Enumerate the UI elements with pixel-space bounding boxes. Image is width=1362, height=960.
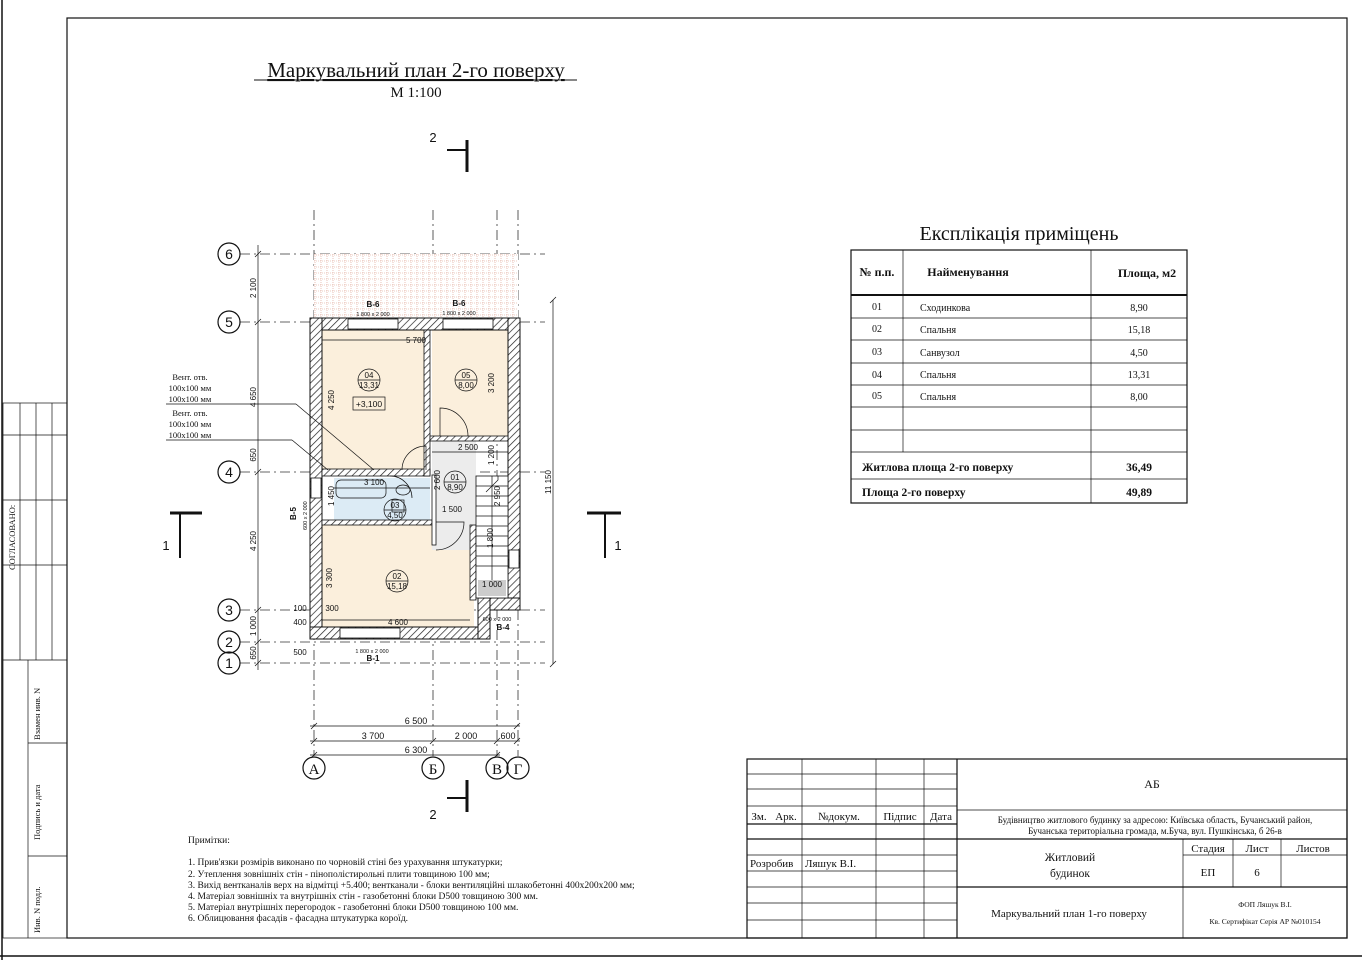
room-01-area: 8,90	[447, 483, 463, 492]
svg-text:100х100 мм: 100х100 мм	[168, 394, 212, 404]
svg-text:15,18: 15,18	[1127, 325, 1151, 336]
living-area-label: Житлова площа 2-го поверху	[862, 462, 1014, 474]
company-line-2: Кв. Сертифікат Серія АР №010154	[1209, 917, 1321, 926]
axis-B: Б	[428, 762, 438, 778]
object-line-1: Житловий	[1044, 852, 1096, 864]
room-05-num: 05	[461, 371, 471, 380]
svg-text:4 250: 4 250	[327, 389, 336, 411]
svg-text:1 800 х 2 000: 1 800 х 2 000	[356, 312, 390, 318]
total-area-value: 49,89	[1126, 487, 1152, 499]
svg-text:Санвузол: Санвузол	[920, 348, 960, 359]
svg-text:04: 04	[872, 370, 882, 381]
svg-text:1. Прив'язки розмірів виконано: 1. Прив'язки розмірів виконано по чорновій стіні без урахування штукатурки;	[188, 858, 503, 868]
svg-text:Спальня: Спальня	[920, 325, 957, 336]
svg-text:650: 650	[249, 646, 258, 660]
svg-text:1 000: 1 000	[249, 615, 258, 637]
drawing-name: Маркувальний план 1-го поверху	[991, 908, 1147, 920]
svg-text:1: 1	[162, 538, 170, 553]
svg-text:5 700: 5 700	[405, 336, 427, 345]
svg-text:2 500: 2 500	[457, 443, 479, 452]
svg-text:600: 600	[500, 731, 516, 741]
svg-text:1: 1	[614, 538, 622, 553]
terrace-area	[314, 254, 518, 320]
room-02-num: 02	[392, 572, 402, 581]
svg-text:100х100 мм: 100х100 мм	[168, 383, 212, 393]
level-mark: +3,100	[355, 399, 383, 409]
svg-text:2 950: 2 950	[493, 485, 502, 507]
svg-text:3 300: 3 300	[325, 567, 334, 589]
object-line-2: будинок	[1050, 868, 1090, 880]
svg-text:Підпис: Підпис	[883, 811, 917, 823]
svg-text:1 800: 1 800	[486, 527, 495, 549]
svg-text:4. Матеріал зовнішніх та внутр: 4. Матеріал зовнішніх та внутрішніх стін - газобетонні блоки D500 товщиною 300 мм.	[188, 892, 538, 902]
room-04-num: 04	[364, 371, 374, 380]
notes	[188, 836, 635, 924]
svg-text:Стадия: Стадия	[1191, 843, 1225, 855]
svg-text:3 700: 3 700	[361, 731, 385, 741]
agreed-stamp: СОГЛАСОВАНО:	[7, 504, 17, 570]
svg-text:300: 300	[325, 604, 339, 613]
explication-table	[851, 223, 1187, 503]
svg-text:Листов: Листов	[1296, 843, 1330, 855]
svg-text:1 000: 1 000	[481, 580, 503, 589]
svg-text:6 300: 6 300	[404, 745, 428, 755]
svg-text:11 150: 11 150	[544, 470, 553, 494]
room-04-area: 13,31	[358, 381, 380, 390]
svg-text:Сходинкова: Сходинкова	[920, 303, 971, 314]
svg-text:1 200: 1 200	[487, 444, 496, 466]
room-03-num: 03	[390, 501, 400, 510]
svg-text:1 450: 1 450	[327, 485, 336, 507]
sheet-title: Маркувальний план 2-го поверху	[267, 58, 565, 82]
svg-text:02: 02	[872, 324, 882, 335]
svg-text:6. Облицювання фасадів - фасад: 6. Облицювання фасадів - фасадна штукатурка короїд.	[188, 914, 409, 924]
room-02-area: 15,18	[386, 582, 408, 591]
axis-A: А	[308, 762, 320, 778]
svg-text:4 250: 4 250	[249, 530, 258, 552]
inv-orig-stamp: Инв. N подл.	[32, 886, 42, 933]
sheet-value: 6	[1254, 867, 1260, 879]
svg-text:2. Утеплення зовнішніх стін -: 2. Утеплення зовнішніх стін - пінополістирольні плити товщиною 100 мм;	[188, 870, 490, 880]
svg-text:400: 400	[293, 618, 307, 627]
svg-text:4,50: 4,50	[1130, 348, 1148, 359]
sheet-scale: М 1:100	[390, 85, 442, 101]
living-area-value: 36,49	[1126, 462, 1152, 474]
col-header-area: Площа, м2	[1117, 266, 1177, 280]
svg-text:В-1: В-1	[366, 654, 380, 663]
svg-text:В-6: В-6	[452, 299, 466, 308]
axis-1: 1	[225, 655, 233, 671]
svg-text:8,90: 8,90	[1130, 303, 1148, 314]
svg-text:5. Матеріал внутрішніх перего: 5. Матеріал внутрішніх перегородок - газобетонні блоки D500 товщиною 100 мм.	[188, 903, 519, 913]
svg-text:4 650: 4 650	[249, 386, 258, 408]
project-code: АБ	[1144, 777, 1160, 791]
svg-text:2: 2	[429, 130, 437, 145]
svg-text:В-6: В-6	[366, 300, 380, 309]
side-stamp	[3, 403, 67, 938]
project-line-1: Будівництво житлового будинку за адресою: Київська область, Бучанський район,	[997, 815, 1313, 825]
svg-text:В-4: В-4	[496, 623, 510, 632]
stage-value: ЕП	[1200, 867, 1216, 879]
svg-text:6 500: 6 500	[404, 716, 428, 726]
svg-text:1 800 х 2 000: 1 800 х 2 000	[355, 649, 389, 655]
replace-inv-stamp: Взамен инв. N	[32, 687, 42, 740]
notes-title: Примітки:	[188, 836, 230, 846]
svg-text:500: 500	[293, 648, 307, 657]
svg-text:Спальня: Спальня	[920, 392, 957, 403]
svg-text:05: 05	[872, 391, 882, 402]
col-axis-markers	[303, 757, 529, 779]
svg-text:2 600: 2 600	[433, 469, 442, 491]
axis-2: 2	[225, 634, 233, 650]
developed-name: Ляшук В.І.	[805, 858, 857, 870]
svg-text:2: 2	[429, 807, 437, 822]
svg-text:100х100 мм: 100х100 мм	[168, 419, 212, 429]
room-03-area: 4,50	[387, 511, 403, 520]
svg-text:650: 650	[249, 448, 258, 462]
svg-text:600 х 2 000: 600 х 2 000	[303, 501, 309, 530]
axis-4: 4	[225, 464, 233, 480]
svg-text:3 200: 3 200	[487, 372, 496, 394]
svg-text:Спальня: Спальня	[920, 370, 957, 381]
room-01-num: 01	[450, 473, 460, 482]
project-line-2: Бучанська територіальна громада, м.Буча, вул. Пушкінська, б 26-в	[1028, 826, 1282, 836]
svg-text:Лист: Лист	[1245, 843, 1269, 855]
svg-text:2 000: 2 000	[454, 731, 478, 741]
svg-text:№докум.: №докум.	[818, 811, 860, 823]
row-axis-markers	[218, 243, 240, 674]
sign-date-stamp: Подпись и дата	[32, 784, 42, 840]
explication-title: Експлікація приміщень	[919, 223, 1119, 245]
title-block	[747, 759, 1347, 938]
col-header-num: № п.п.	[859, 265, 895, 279]
svg-text:Дата: Дата	[930, 811, 952, 823]
svg-text:8,00: 8,00	[1130, 392, 1148, 403]
svg-text:600 х 2 000: 600 х 2 000	[482, 617, 512, 623]
axis-5: 5	[225, 314, 233, 330]
section-mark-2-top	[429, 130, 467, 172]
axis-V: В	[491, 762, 503, 778]
developed-label: Розробив	[750, 858, 794, 870]
svg-text:13,31: 13,31	[1127, 370, 1151, 381]
section-mark-1-left	[162, 513, 202, 558]
axis-6: 6	[225, 246, 233, 262]
svg-text:Вент. отв.: Вент. отв.	[172, 408, 208, 418]
section-mark-1-right	[587, 513, 622, 558]
room-05-area: 8,00	[458, 381, 474, 390]
svg-text:2 100: 2 100	[249, 277, 258, 299]
company-line-1: ФОП Ляшук В.І.	[1238, 900, 1292, 909]
svg-text:1 800 х 2 000: 1 800 х 2 000	[442, 311, 476, 317]
section-mark-2-bottom	[429, 780, 467, 822]
svg-text:1 500: 1 500	[441, 505, 463, 514]
col-header-name: Найменування	[927, 265, 1009, 279]
svg-text:01: 01	[872, 302, 882, 313]
axis-G: Г	[513, 762, 523, 778]
svg-text:Арк.: Арк.	[775, 811, 797, 823]
axis-3: 3	[225, 602, 233, 618]
total-area-label: Площа 2-го поверху	[862, 487, 966, 499]
svg-text:100: 100	[293, 604, 307, 613]
svg-text:3. Вихід вентканалів верх на в: 3. Вихід вентканалів верх на відмітці +5.400; вентканали - блоки вентиляційні шлакобетонні 400х200х200 мм;	[188, 881, 635, 891]
svg-text:03: 03	[872, 347, 882, 358]
svg-text:4 600: 4 600	[387, 618, 409, 627]
svg-text:100х100 мм: 100х100 мм	[168, 430, 212, 440]
svg-text:Зм.: Зм.	[751, 811, 767, 823]
svg-text:3 100: 3 100	[363, 478, 385, 487]
svg-text:Вент. отв.: Вент. отв.	[172, 372, 208, 382]
svg-text:В-5: В-5	[289, 507, 298, 520]
sheet-frame	[67, 18, 1347, 938]
